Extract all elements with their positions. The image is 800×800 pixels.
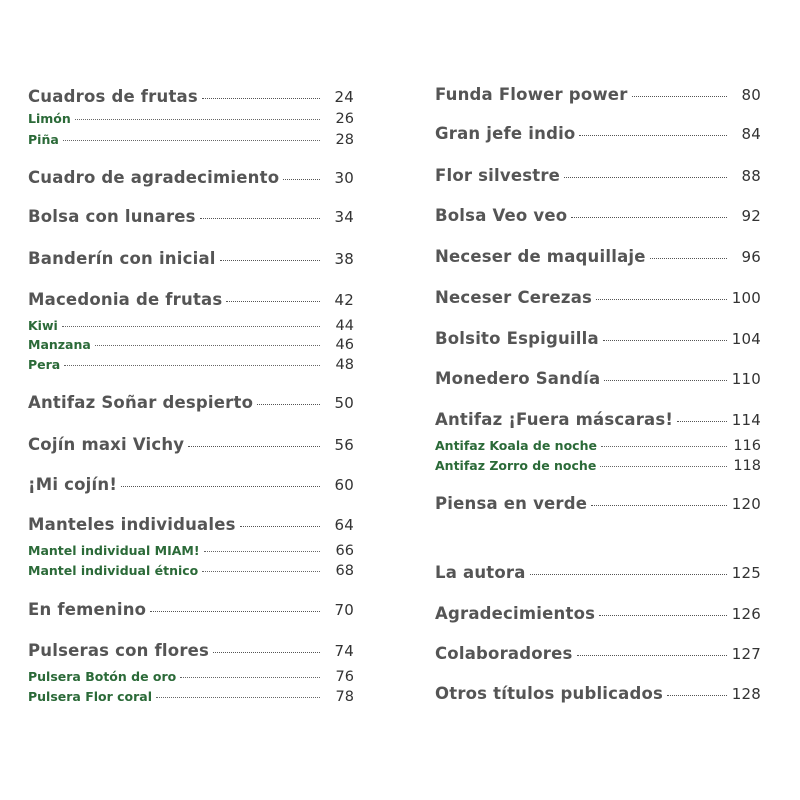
toc-entry <box>435 247 761 266</box>
toc-entry <box>28 290 354 309</box>
toc-entry <box>28 168 354 187</box>
toc-entry-page-number: 126 <box>731 605 761 623</box>
toc-entry-page-number: 70 <box>334 601 354 619</box>
toc-entry-page-number: 88 <box>741 167 761 185</box>
toc-entry <box>28 689 354 705</box>
dot-leader <box>530 574 727 575</box>
dot-leader <box>601 446 727 447</box>
toc-entry-page-number: 74 <box>334 642 354 660</box>
dot-leader <box>650 258 727 259</box>
toc-entry-title: Otros títulos publicados <box>435 684 664 703</box>
toc-entry-title: Antifaz Zorro de noche <box>435 458 597 473</box>
toc-entry <box>28 393 354 412</box>
toc-entry-title: Antifaz Koala de noche <box>435 438 597 453</box>
toc-entry <box>28 132 354 148</box>
dot-leader <box>667 695 727 696</box>
toc-entry-title: Pulsera Botón de oro <box>28 669 177 684</box>
toc-entry-title: Piensa en verde <box>435 494 588 513</box>
toc-entry-title: Bolsito Espiguilla <box>435 329 599 348</box>
dot-leader <box>257 404 320 405</box>
dot-leader <box>200 218 320 219</box>
toc-entry-title: Cuadros de frutas <box>28 87 198 106</box>
dot-leader <box>240 526 320 527</box>
toc-entry-title: Pulseras con flores <box>28 641 210 660</box>
toc-entry-title: Antifaz ¡Fuera máscaras! <box>435 410 674 429</box>
toc-entry-page-number: 44 <box>335 318 354 334</box>
dot-leader <box>64 365 320 366</box>
dot-leader <box>202 571 320 572</box>
toc-entry-title: Manzana <box>28 337 91 352</box>
toc-entry <box>435 124 761 143</box>
dot-leader <box>604 380 727 381</box>
toc-entry <box>28 563 354 579</box>
toc-entry-title: Neceser de maquillaje <box>435 247 646 266</box>
toc-entry-page-number: 34 <box>334 208 354 226</box>
dot-leader <box>599 615 727 616</box>
toc-entry-title: Bolsa Veo veo <box>435 206 568 225</box>
toc-entry-title: Pera <box>28 357 61 372</box>
toc-entry <box>28 515 354 534</box>
toc-entry-title: Limón <box>28 111 71 126</box>
toc-entry <box>28 669 354 685</box>
toc-entry-page-number: 56 <box>334 436 354 454</box>
toc-entry <box>28 475 354 494</box>
toc-entry <box>28 543 354 559</box>
toc-entry <box>28 318 354 334</box>
dot-leader <box>63 140 320 141</box>
toc-entry <box>435 206 761 225</box>
toc-entry <box>28 87 354 106</box>
toc-entry-title: La autora <box>435 563 526 582</box>
toc-entry-title: Bolsa con lunares <box>28 207 196 226</box>
toc-entry-page-number: 80 <box>741 86 761 104</box>
toc-entry <box>28 111 354 127</box>
toc-entry-page-number: 104 <box>731 330 761 348</box>
toc-entry-page-number: 48 <box>335 357 354 373</box>
dot-leader <box>188 446 320 447</box>
dot-leader <box>202 98 320 99</box>
dot-leader <box>150 611 320 612</box>
toc-entry <box>435 684 761 703</box>
toc-entry-title: Mantel individual étnico <box>28 563 199 578</box>
toc-entry <box>435 288 761 307</box>
toc-entry-title: Gran jefe indio <box>435 124 576 143</box>
toc-entry-title: Antifaz Soñar despierto <box>28 393 254 412</box>
toc-entry-page-number: 42 <box>334 291 354 309</box>
toc-entry-page-number: 116 <box>733 438 761 454</box>
toc-entry <box>28 357 354 373</box>
toc-entry-title: En femenino <box>28 600 147 619</box>
dot-leader <box>283 179 320 180</box>
toc-entry-page-number: 96 <box>741 248 761 266</box>
toc-entry <box>28 435 354 454</box>
dot-leader <box>226 301 320 302</box>
toc-entry-page-number: 28 <box>335 132 354 148</box>
toc-entry-page-number: 64 <box>334 516 354 534</box>
dot-leader <box>600 466 727 467</box>
dot-leader <box>75 119 320 120</box>
toc-entry <box>435 563 761 582</box>
dot-leader <box>220 260 320 261</box>
toc-entry-page-number: 38 <box>334 250 354 268</box>
toc-entry-title: Kiwi <box>28 318 58 333</box>
toc-entry-page-number: 30 <box>334 169 354 187</box>
toc-entry-title: Banderín con inicial <box>28 249 216 268</box>
toc-entry-title: Manteles individuales <box>28 515 236 534</box>
toc-entry <box>28 249 354 268</box>
toc-entry-page-number: 118 <box>733 458 761 474</box>
toc-entry <box>28 337 354 353</box>
toc-entry-page-number: 120 <box>731 495 761 513</box>
toc-entry <box>28 207 354 226</box>
toc-entry-page-number: 78 <box>335 689 354 705</box>
toc-entry <box>435 166 761 185</box>
toc-entry-page-number: 125 <box>731 564 761 582</box>
toc-entry <box>435 458 761 474</box>
toc-entry-page-number: 84 <box>741 125 761 143</box>
toc-entry <box>435 438 761 454</box>
dot-leader <box>95 345 320 346</box>
toc-entry-page-number: 66 <box>335 543 354 559</box>
toc-entry-title: Macedonia de frutas <box>28 290 223 309</box>
toc-entry-page-number: 76 <box>335 669 354 685</box>
toc-entry <box>435 329 761 348</box>
dot-leader <box>632 96 727 97</box>
toc-entry-title: Colaboradores <box>435 644 573 663</box>
dot-leader <box>577 655 727 656</box>
toc-entry-page-number: 24 <box>334 88 354 106</box>
toc-entry-title: Piña <box>28 132 59 147</box>
toc-entry-page-number: 128 <box>731 685 761 703</box>
toc-entry-title: Monedero Sandía <box>435 369 601 388</box>
toc-entry <box>28 641 354 660</box>
dot-leader <box>579 135 727 136</box>
toc-entry-title: Pulsera Flor coral <box>28 689 153 704</box>
toc-entry-page-number: 100 <box>731 289 761 307</box>
toc-entry-title: Agradecimientos <box>435 604 596 623</box>
toc-entry-title: Mantel individual MIAM! <box>28 543 200 558</box>
toc-entry-page-number: 110 <box>731 370 761 388</box>
toc-entry-title: Cuadro de agradecimiento <box>28 168 280 187</box>
toc-entry <box>435 85 761 104</box>
dot-leader <box>62 326 320 327</box>
dot-leader <box>180 677 320 678</box>
toc-entry-page-number: 127 <box>731 645 761 663</box>
dot-leader <box>204 551 320 552</box>
toc-entry-page-number: 50 <box>334 394 354 412</box>
dot-leader <box>121 486 320 487</box>
toc-entry-page-number: 60 <box>334 476 354 494</box>
toc-entry-title: ¡Mi cojín! <box>28 475 118 494</box>
toc-entry <box>435 494 761 513</box>
toc-entry-page-number: 68 <box>335 563 354 579</box>
toc-entry-page-number: 46 <box>335 337 354 353</box>
toc-entry <box>435 644 761 663</box>
dot-leader <box>156 697 320 698</box>
toc-entry <box>28 600 354 619</box>
toc-entry <box>435 369 761 388</box>
dot-leader <box>564 177 727 178</box>
toc-entry-title: Neceser Cerezas <box>435 288 593 307</box>
toc-entry-page-number: 92 <box>741 207 761 225</box>
toc-entry-title: Flor silvestre <box>435 166 561 185</box>
toc-entry-page-number: 26 <box>335 111 354 127</box>
toc-entry <box>435 604 761 623</box>
dot-leader <box>213 652 320 653</box>
toc-entry-page-number: 114 <box>731 411 761 429</box>
toc-entry-title: Funda Flower power <box>435 85 628 104</box>
dot-leader <box>677 421 727 422</box>
dot-leader <box>596 299 727 300</box>
dot-leader <box>591 505 727 506</box>
dot-leader <box>603 340 727 341</box>
dot-leader <box>571 217 727 218</box>
toc-entry-title: Cojín maxi Vichy <box>28 435 185 454</box>
toc-entry <box>435 410 761 429</box>
